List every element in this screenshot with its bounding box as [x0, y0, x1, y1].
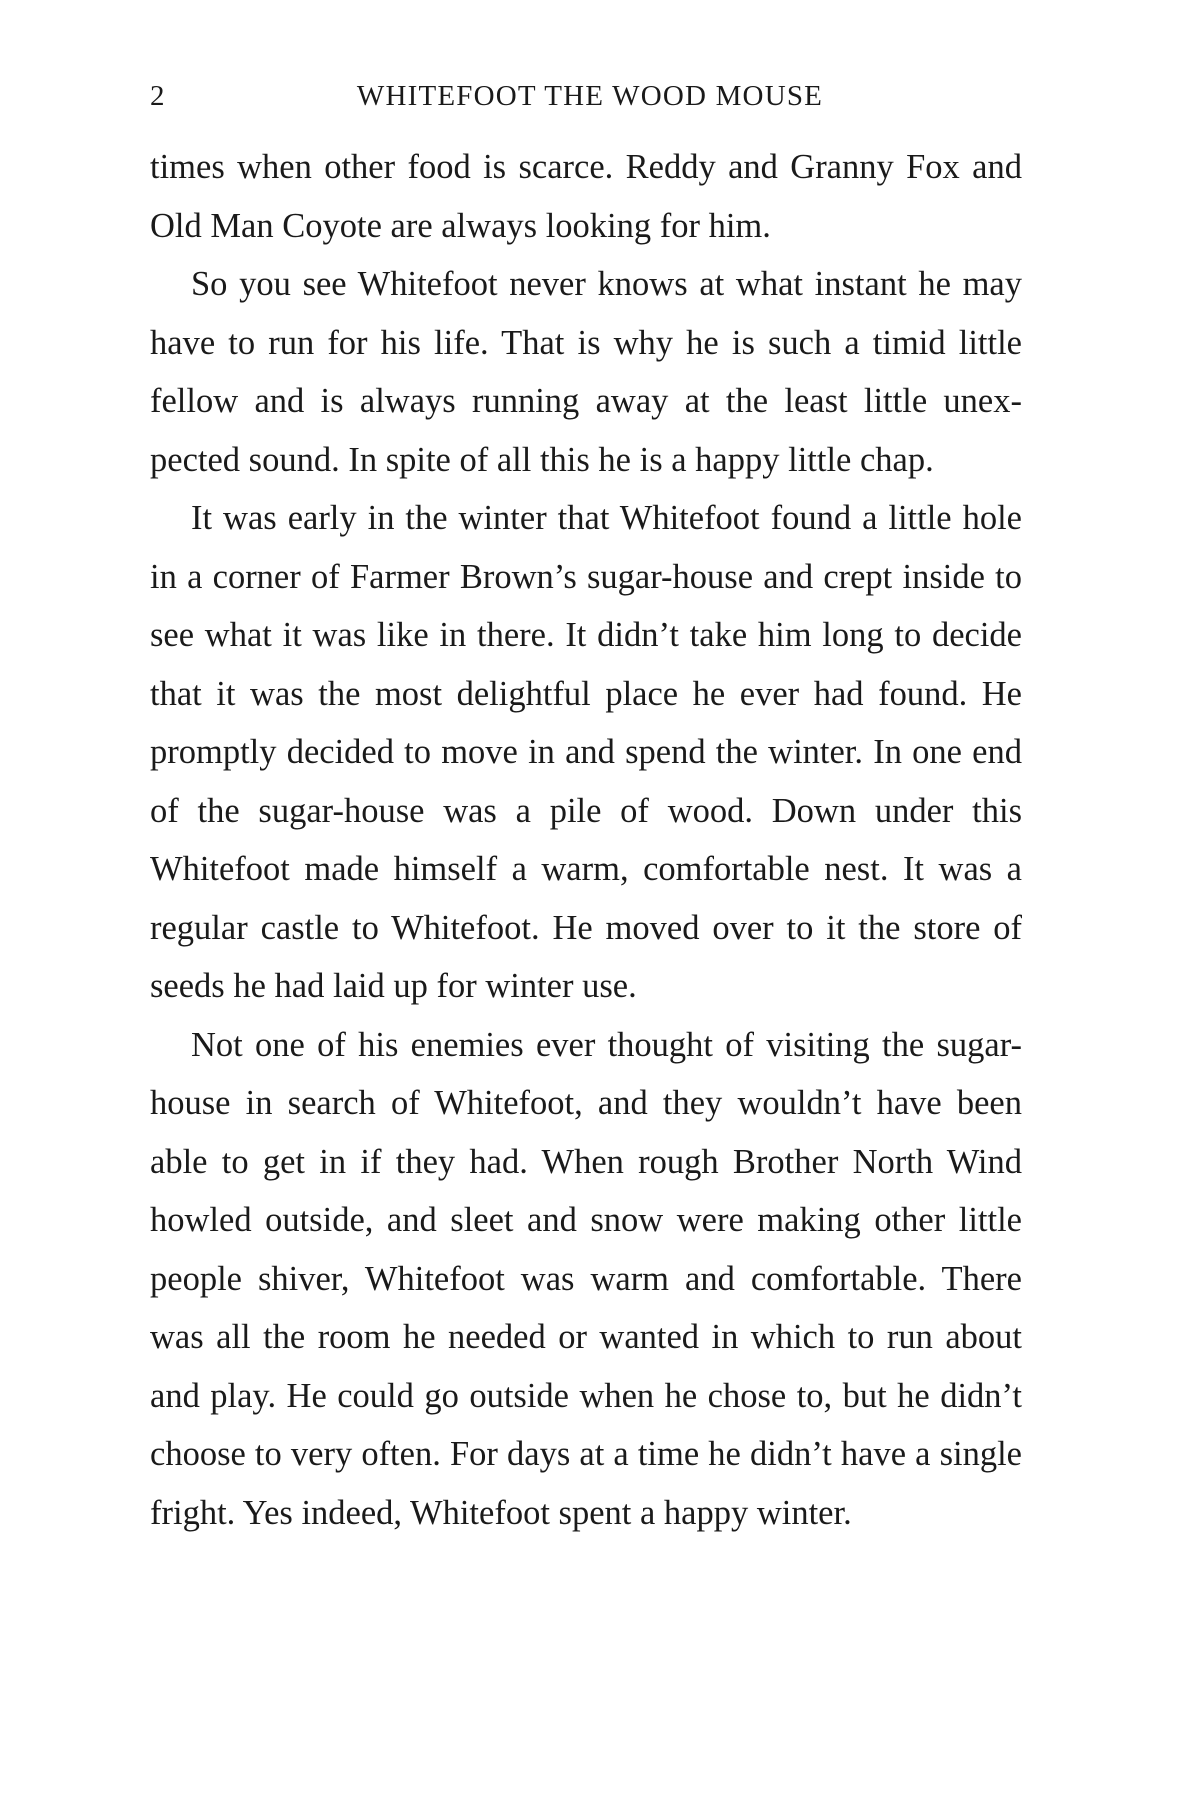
- body-text: [150, 138, 1022, 1542]
- paragraph: Not one of his enemies ever thought of visiting the sugar-house in search of Whitefoot, and they wouldn’t have been able to get in if they had. When rough Brother North Wind howled outside, and sleet and snow were making other little people shiver, Whitefoot was warm and comfortable. There was all the room he needed or wanted in which to run about and play. He could go outside when he chose to, but he didn’t choose to very often. For days at a time he didn’t have a single fright. Yes indeed, Whitefoot spent a happy winter.: [150, 1025, 1022, 1532]
- paragraph-continued: times when other food is scarce. Reddy and Granny Fox and Old Man Coyote are always looking for him.: [150, 148, 1022, 245]
- running-head: [150, 80, 1030, 120]
- paragraph: So you see Whitefoot never knows at what instant he may have to run for his life. That is why he is such a timid little fellow and is always running away at the least little unexpected sound. In spite of all this he is a happy little chap.: [150, 265, 1022, 479]
- running-title: WHITEFOOT THE WOOD MOUSE: [356, 80, 824, 112]
- paragraph: It was early in the winter that Whitefoot found a little hole in a corner of Farmer Brown’s sugar-house and crept inside to see what it was like in there. It didn’t take him long to decide that it was the most delightful place he ever had found. He promptly decided to move in and spend the winter. In one end of the sugar-house was a pile of wood. Down under this Whitefoot made himself a warm, comfortable nest. It was a regular castle to Whitefoot. He moved over to it the store of seeds he had laid up for winter use.: [150, 499, 1022, 1005]
- page-number: 2: [150, 80, 166, 112]
